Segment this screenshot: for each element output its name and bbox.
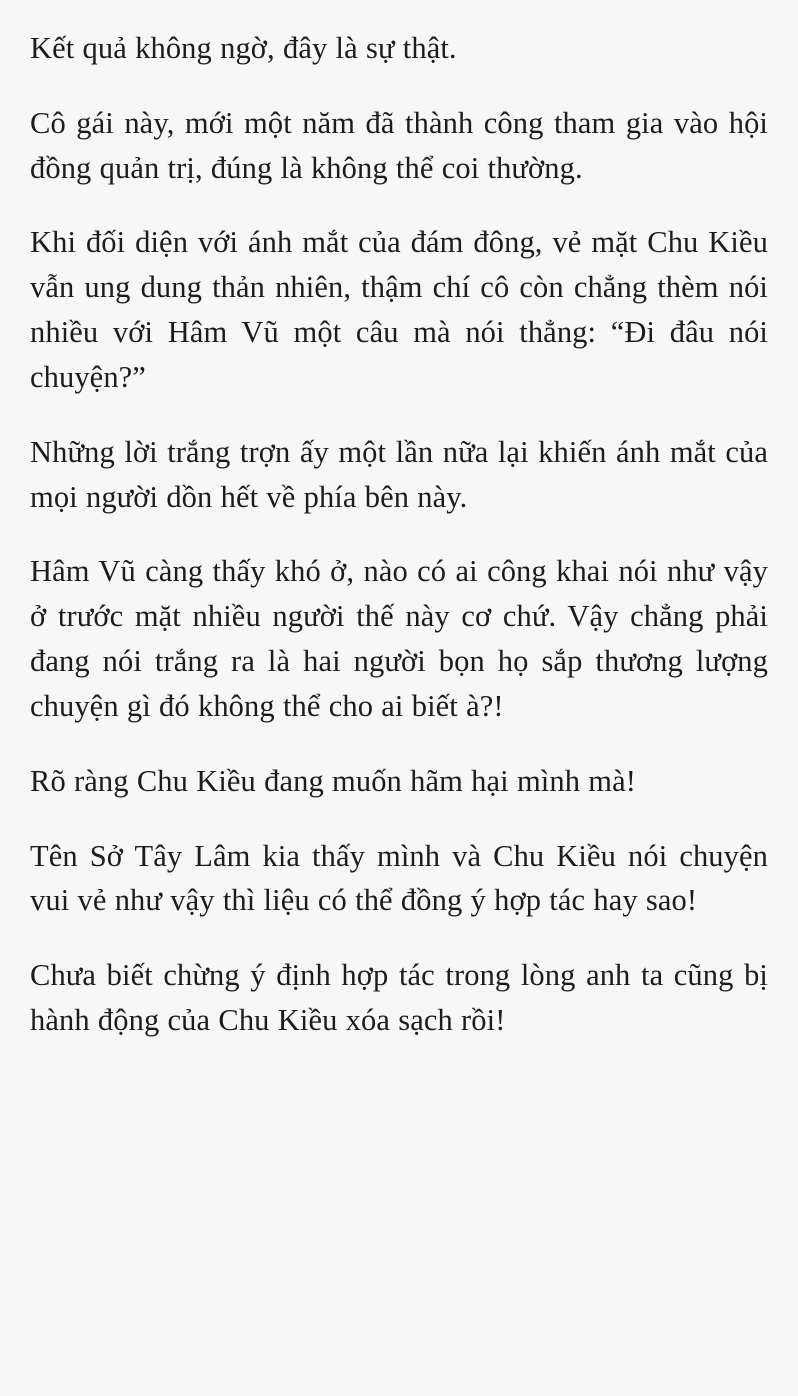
story-paragraph: Cô gái này, mới một năm đã thành công tham gia vào hội đồng quản trị, đúng là không thể coi thường. bbox=[30, 105, 768, 185]
story-paragraph: Chưa biết chừng ý định hợp tác trong lòng anh ta cũng bị hành động của Chu Kiều xóa sạch rồi! bbox=[30, 958, 768, 1038]
story-paragraph: Khi đối diện với ánh mắt của đám đông, vẻ mặt Chu Kiều vẫn ung dung thản nhiên, thậm chí cô còn chẳng thèm nói nhiều với Hâm Vũ một câu mà nói thẳng: “Đi đâu nói chuyện?” bbox=[30, 225, 768, 394]
story-paragraph: Kết quả không ngờ, đây là sự thật. bbox=[30, 31, 457, 65]
story-paragraph: Rõ ràng Chu Kiều đang muốn hãm hại mình mà! bbox=[30, 763, 636, 798]
story-paragraph: Tên Sở Tây Lâm kia thấy mình và Chu Kiều nói chuyện vui vẻ như vậy thì liệu có thể đồng ý hợp tác hay sao! bbox=[30, 838, 768, 918]
story-paragraph: Những lời trắng trợn ấy một lần nữa lại khiến ánh mắt của mọi người dồn hết về phía bên này. bbox=[30, 434, 768, 514]
story-paragraph: Hâm Vũ càng thấy khó ở, nào có ai công khai nói như vậy ở trước mặt nhiều người thế này cơ chứ. Vậy chẳng phải đang nói trắng ra là hai người bọn họ sắp thương lượng chuyện gì đó không thể cho ai biết à?! bbox=[30, 554, 768, 723]
